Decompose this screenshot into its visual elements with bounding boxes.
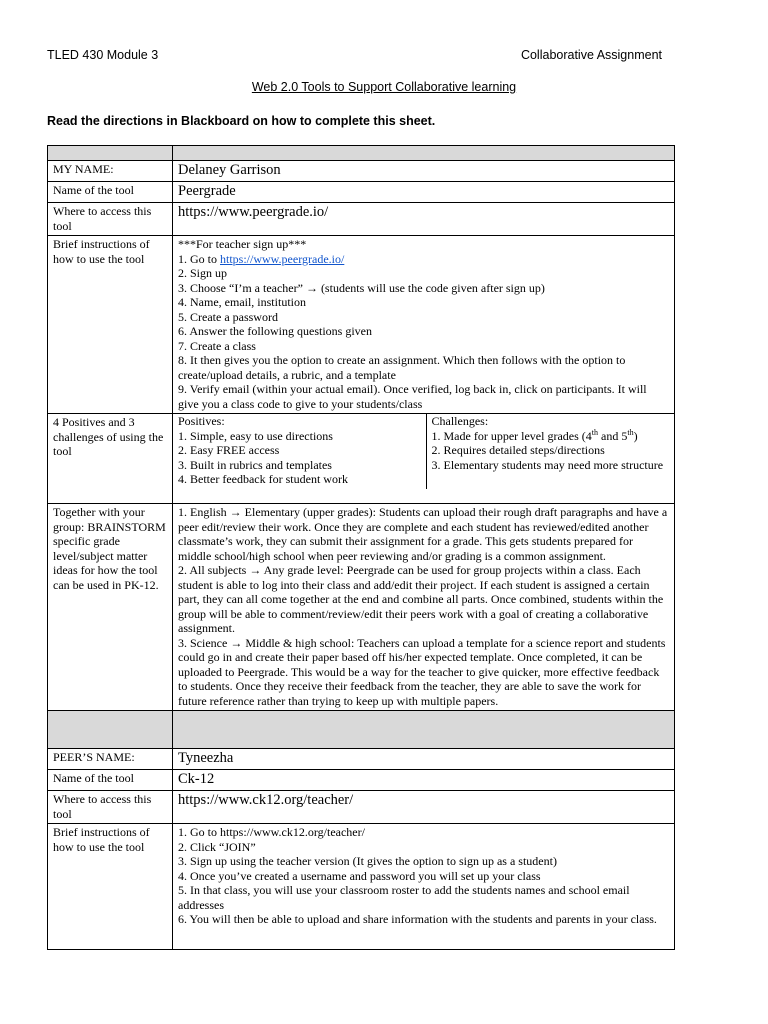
gray-cell xyxy=(48,711,173,749)
brainstorm-cell xyxy=(173,504,675,711)
table-row xyxy=(48,182,675,203)
access-label: Where to access this tool xyxy=(48,791,173,824)
positives-label: 4 Positives and 3 challenges of using the tool xyxy=(48,414,173,504)
peer-name-label: PEER’S NAME: xyxy=(48,749,173,770)
positive-item: 1. Simple, easy to use directions xyxy=(178,428,333,443)
instructions-cell xyxy=(173,236,675,414)
gray-separator-row xyxy=(48,711,675,749)
tool-name-value: Ck-12 xyxy=(173,770,675,791)
gray-cell xyxy=(48,146,173,161)
brainstorm-label: Together with your group: BRAINSTORM specific grade level/subject matter ideas for how the tool can be used in PK-12. xyxy=(48,504,173,711)
brainstorm-idea: 3. Science → Middle & high school: Teachers can upload a template for a science report and students could go in and create their paper based off his/her expected template. Once completed, it can be uploaded to Peergrade. This would be a way for the teacher to give quicker, more effective feedback to students. Once they receive their feedback from the teacher, they are able to save the work for future reference rather than trying to keep up with multiple papers. xyxy=(178,635,666,708)
challenge-text: ) xyxy=(633,428,638,443)
directions: Read the directions in Blackboard on how to complete this sheet. xyxy=(47,114,436,128)
positives-header: Positives: xyxy=(178,414,225,428)
brainstorm-idea: 2. All subjects → Any grade level: Peergrade can be used for group projects within a class. Each student is able to log into their class and add/edit their project. If each student is assigned a certain part, they can all come together at the end and combine all parts. Once combined, students within the group will be able to comment/review/edit their peers work with a goal of creating a collaborative assignment. xyxy=(178,563,664,635)
my-name-label: MY NAME: xyxy=(48,161,173,182)
gray-cell xyxy=(173,146,675,161)
table-row xyxy=(48,791,675,824)
instruction-line: 5. In that class, you will use your classroom roster to add the students names and school email addresses xyxy=(178,883,630,912)
instruction-line: 3. Choose “I’m a teacher” → (students will use the code given after sign up) xyxy=(178,280,545,295)
gray-header-row xyxy=(48,146,675,161)
challenge-item: 3. Elementary students may need more structure xyxy=(431,457,664,472)
positives-challenges-table xyxy=(178,414,674,489)
peergrade-link[interactable]: https://www.peergrade.io/ xyxy=(220,251,345,266)
instruction-line: 2. Sign up xyxy=(178,266,228,280)
instruction-line: 7. Create a class xyxy=(178,338,256,353)
table-row xyxy=(48,161,675,182)
positive-item: 4. Better feedback for student work xyxy=(178,472,348,486)
course-code: TLED 430 Module 3 xyxy=(47,48,159,62)
brainstorm-idea: 1. English → Elementary (upper grades): Students can upload their rough draft paragraphs and have a peer edit/review their work. Once they are complete and each student has reviewed/edited another classmate’s work, they can submit their assignment for a grade. This gets students prepared for middle school/high school when peer reviewing and/or grading is a common assignment. xyxy=(178,505,668,563)
access-value: https://www.peergrade.io/ xyxy=(173,203,675,236)
gray-cell xyxy=(173,711,675,749)
access-value: https://www.ck12.org/teacher/ xyxy=(173,791,675,824)
positives-list xyxy=(178,414,426,489)
table-row xyxy=(48,414,675,504)
table-row xyxy=(48,504,675,711)
positives-challenges-cell xyxy=(173,414,675,504)
table-row xyxy=(48,824,675,950)
superscript: th xyxy=(591,427,599,437)
instruction-line: 9. Verify email (within your actual email). Once verified, log back in, click on participants. It will give you a class code to give to your students/class xyxy=(178,382,647,411)
positive-item: 2. Easy FREE access xyxy=(178,443,280,457)
instruction-line: 4. Name, email, institution xyxy=(178,295,306,309)
instruction-line: 8. It then gives you the option to create an assignment. Which then follows with the option to create/upload details, a rubric, and a template xyxy=(178,353,626,382)
challenge-item: 2. Requires detailed steps/directions xyxy=(431,443,605,457)
table-row xyxy=(48,236,675,414)
my-name-value: Delaney Garrison xyxy=(173,161,675,182)
instruction-line: 6. Answer the following questions given xyxy=(178,324,372,338)
instruction-line: 6. You will then be able to upload and share information with the students and parents in your class. xyxy=(178,912,657,926)
instruction-line: 5. Create a password xyxy=(178,309,278,324)
table-row xyxy=(48,770,675,791)
positive-item: 3. Built in rubrics and templates xyxy=(178,457,332,472)
tool-name-value: Peergrade xyxy=(173,182,675,203)
instruction-line xyxy=(178,252,669,267)
document-title: Web 2.0 Tools to Support Collaborative learning xyxy=(251,80,517,94)
challenge-text: and 5 xyxy=(598,428,628,443)
peer-name-value: Tyneezha xyxy=(173,749,675,770)
challenge-item xyxy=(432,429,675,444)
instruction-line: 2. Click “JOIN” xyxy=(178,839,256,854)
instruction-line: 1. Go to https://www.ck12.org/teacher/ xyxy=(178,825,365,839)
instruction-text: 1. Go to xyxy=(178,251,220,266)
table-row xyxy=(48,749,675,770)
instruction-line: 4. Once you’ve created a username and password you will set up your class xyxy=(178,868,541,883)
instructions-label: Brief instructions of how to use the tool xyxy=(48,236,173,414)
challenges-header: Challenges: xyxy=(431,414,489,428)
worksheet-table xyxy=(47,145,675,950)
tool-name-label: Name of the tool xyxy=(48,770,173,791)
instructions-cell xyxy=(173,824,675,950)
challenge-text: 1. Made for upper level grades (4 xyxy=(431,428,592,443)
tool-name-label: Name of the tool xyxy=(48,182,173,203)
access-label: Where to access this tool xyxy=(48,203,173,236)
challenges-list xyxy=(426,414,674,489)
table-row xyxy=(48,203,675,236)
instruction-line: 3. Sign up using the teacher version (It gives the option to sign up as a student) xyxy=(178,854,557,868)
assignment-type: Collaborative Assignment xyxy=(520,48,662,62)
instructions-label: Brief instructions of how to use the tool xyxy=(48,824,173,950)
superscript: th xyxy=(627,427,634,437)
instruction-line: ***For teacher sign up*** xyxy=(178,237,307,251)
